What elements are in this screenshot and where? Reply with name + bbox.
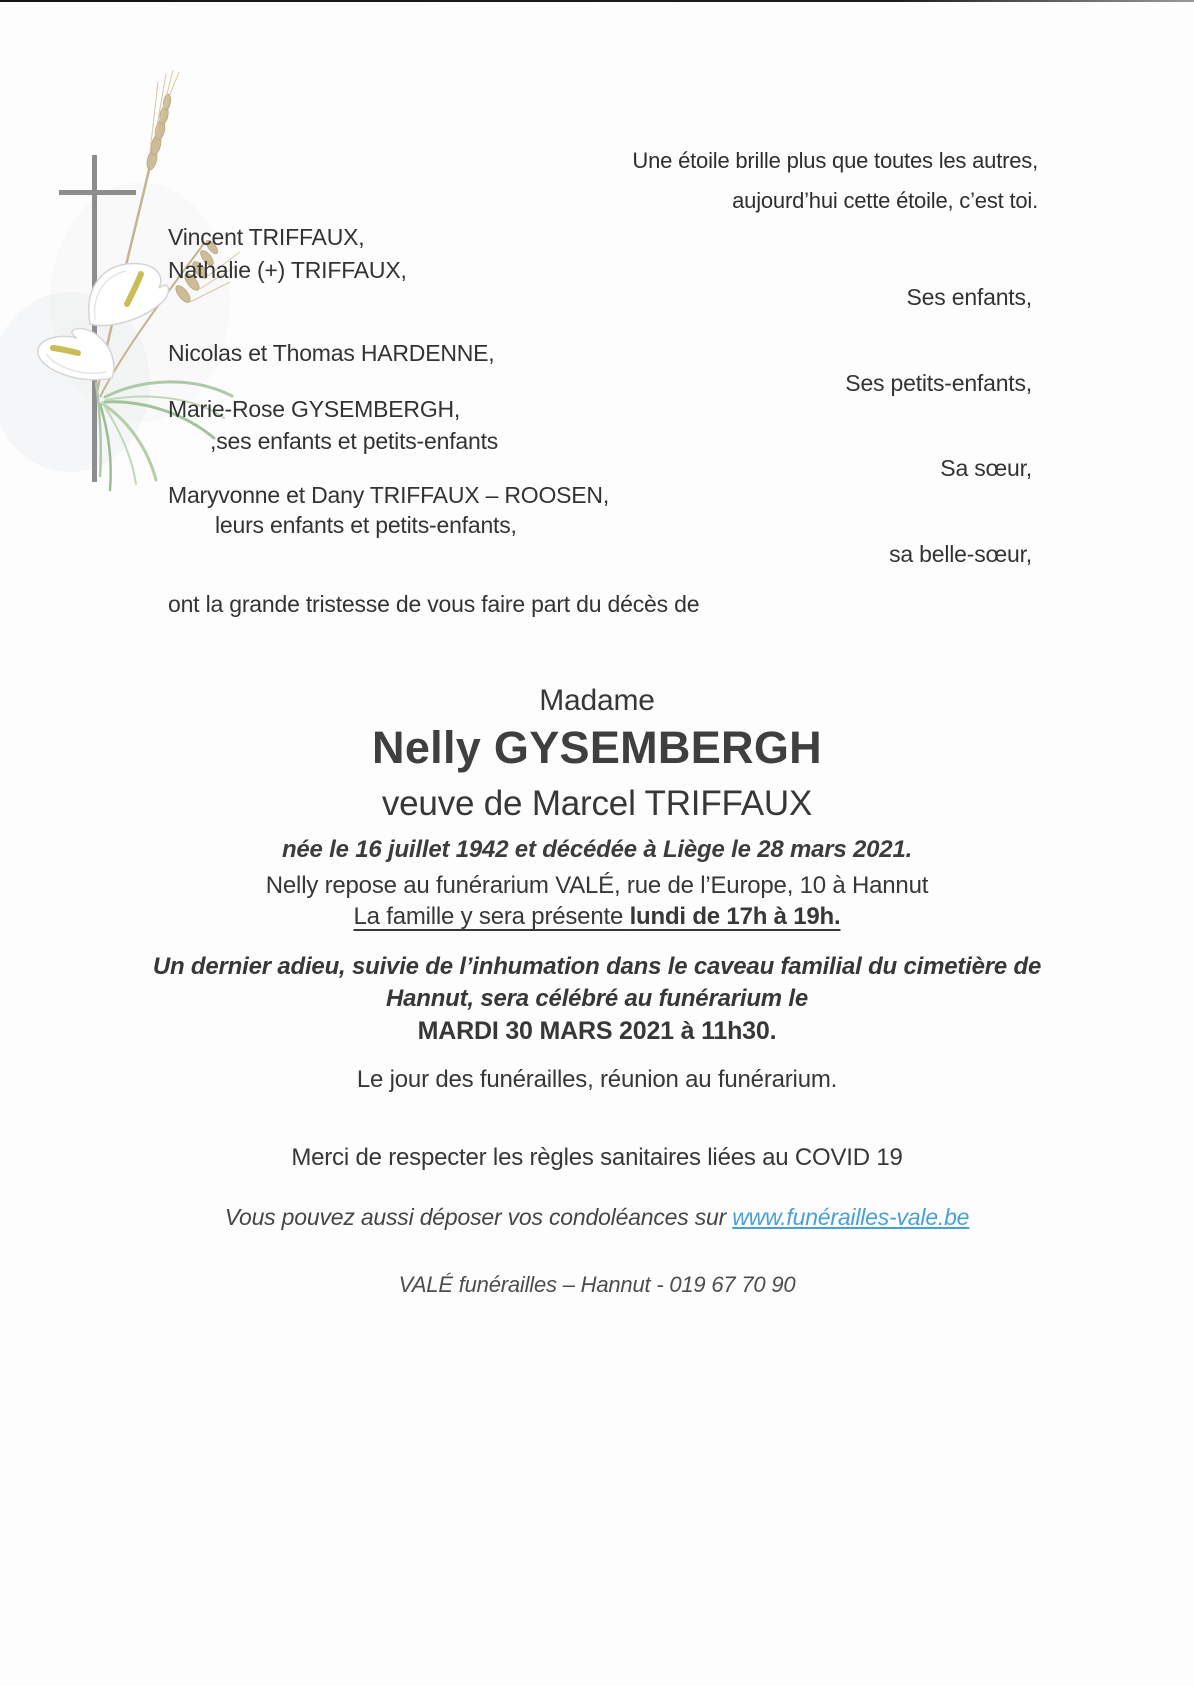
widow-line: veuve de Marcel TRIFFAUX: [381, 784, 813, 823]
wheat-head: [145, 70, 179, 171]
condolences-text: Vous pouvez aussi déposer vos condoléances sur: [224, 1204, 733, 1230]
relation-label: Ses petits-enfants,: [845, 370, 1032, 396]
scan-edge-line: [0, 0, 1194, 2]
quote-line: aujourd’hui cette étoile, c’est toi.: [732, 188, 1038, 213]
mourner-name: Vincent TRIFFAUX,: [168, 224, 365, 250]
mourner-name: Marie-Rose GYSEMBERGH,: [168, 396, 461, 422]
deceased-name: Nelly GYSEMBERGH: [372, 722, 822, 773]
ceremony-line: Un dernier adieu, suivie de l’inhumation dans le caveau familial du cimetière de: [152, 953, 1042, 980]
relation-label: sa belle-sœur,: [889, 541, 1032, 567]
birth-death-dates: née le 16 juillet 1942 et décédée à Liège le 28 mars 2021.: [281, 836, 913, 863]
relation-label: Sa sœur,: [940, 455, 1032, 481]
covid-notice: Merci de respecter les règles sanitaires liées au COVID 19: [291, 1144, 903, 1171]
presence-text: La famille y sera présente: [353, 903, 630, 930]
announcement-intro: ont la grande tristesse de vous faire part du décès de: [168, 591, 700, 617]
condolences-link[interactable]: www.funérailles-vale.be: [732, 1204, 970, 1230]
condolences-line: [0, 1204, 1194, 1231]
mourner-name: Nathalie (+) TRIFFAUX,: [168, 257, 407, 283]
ceremony-date: MARDI 30 MARS 2021 à 11h30.: [417, 1017, 777, 1045]
mourner-name: ,ses enfants et petits-enfants: [210, 428, 499, 454]
repose-location: Nelly repose au funérarium VALÉ, rue de l’Europe, 10 à Hannut: [265, 872, 929, 899]
family-presence-line: [0, 903, 1194, 931]
mourner-name: Nicolas et Thomas HARDENNE,: [168, 340, 495, 366]
honorific-title: Madame: [539, 684, 655, 717]
mourner-name: leurs enfants et petits-enfants,: [215, 512, 517, 538]
memorial-quote: [632, 141, 1038, 221]
funeral-day-note: Le jour des funérailles, réunion au funérarium.: [356, 1066, 838, 1093]
funeral-home-footer: VALÉ funérailles – Hannut - 019 67 70 90: [398, 1272, 796, 1297]
relation-label: Ses enfants,: [906, 284, 1032, 310]
quote-line: Une étoile brille plus que toutes les autres,: [632, 148, 1038, 173]
mourner-name: Maryvonne et Dany TRIFFAUX – ROOSEN,: [168, 482, 610, 508]
presence-hours: lundi de 17h à 19h.: [629, 903, 841, 930]
ceremony-line: Hannut, sera célébré au funérarium le: [385, 985, 809, 1012]
